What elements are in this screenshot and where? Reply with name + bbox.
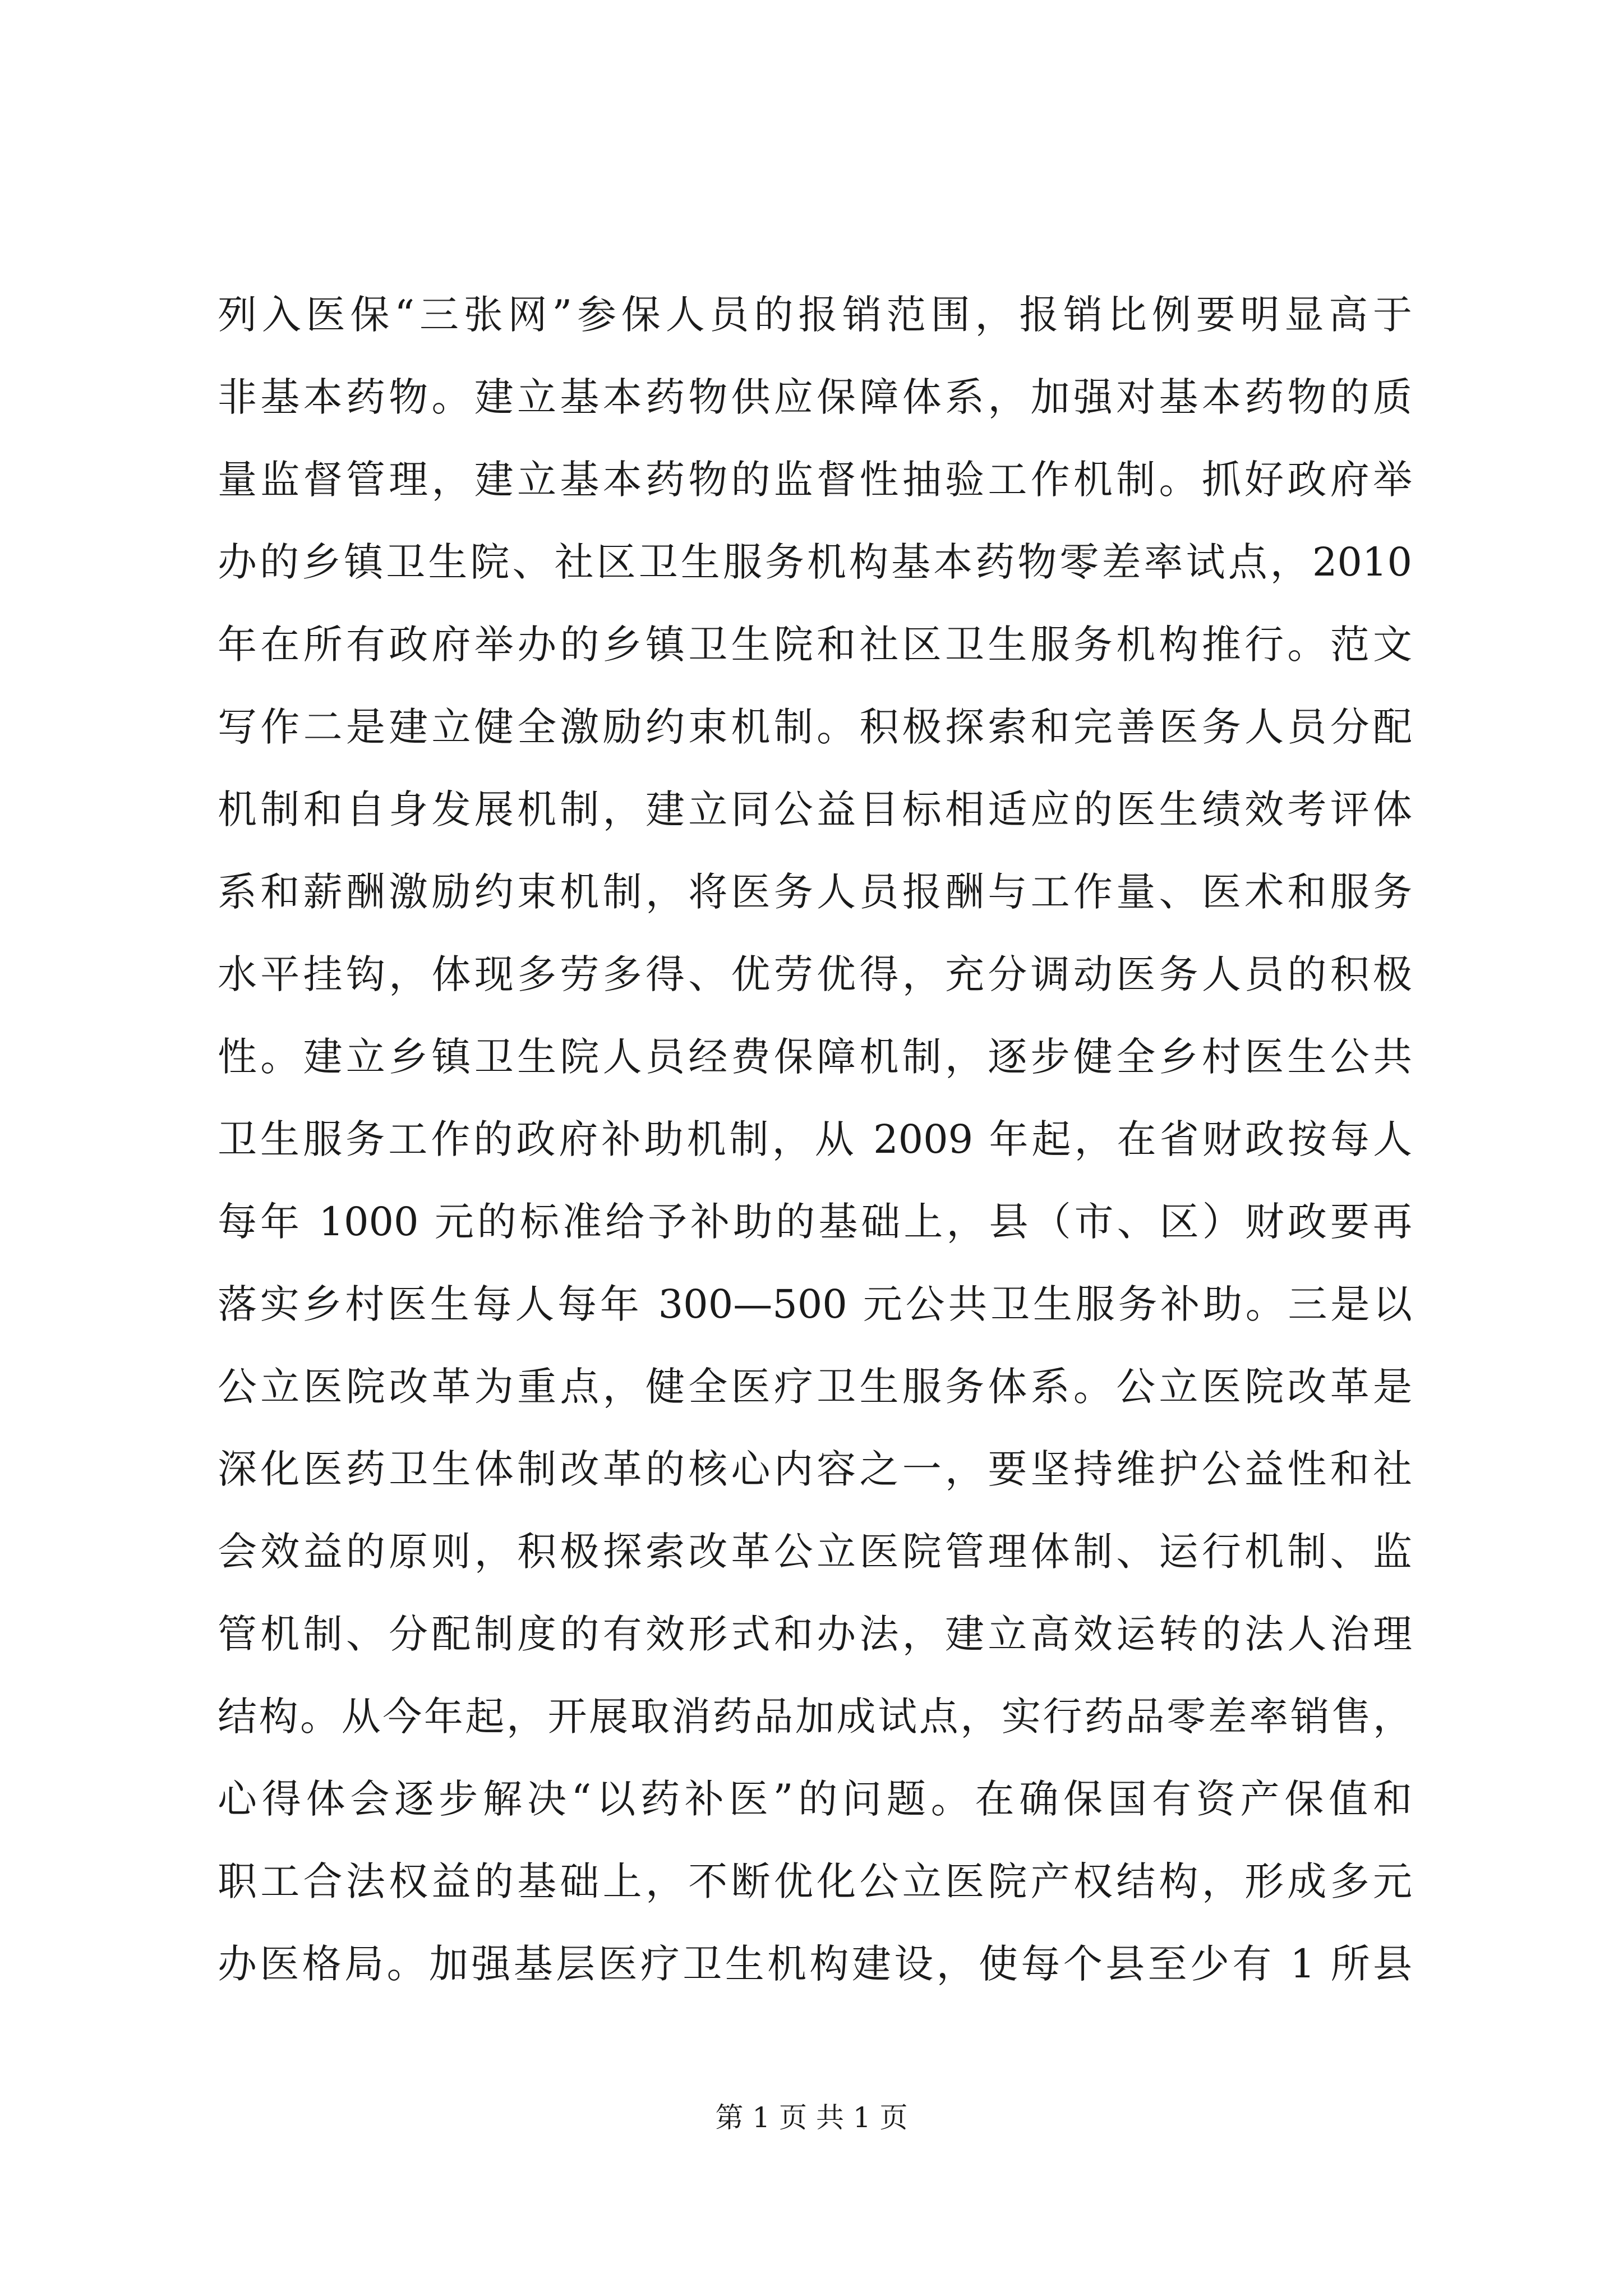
text-line: 每年 1000 元的标准给予补助的基础上，县（市、区）财政要再 (218, 1199, 1412, 1245)
text-line: 公立医院改革为重点，健全医疗卫生服务体系。公立医院改革是 (218, 1364, 1412, 1410)
text-line: 职工合法权益的基础上，不断优化公立医院产权结构，形成多元 (218, 1858, 1412, 1904)
text-line: 年在所有政府举办的乡镇卫生院和社区卫生服务机构推行。范文 (218, 622, 1412, 668)
text-line: 系和薪酬激励约束机制，将医务人员报酬与工作量、医术和服务 (218, 869, 1412, 915)
text-line: 性。建立乡镇卫生院人员经费保障机制，逐步健全乡村医生公共 (218, 1034, 1412, 1080)
text-line: 落实乡村医生每人每年 300—500 元公共卫生服务补助。三是以 (218, 1281, 1412, 1327)
text-line: 管机制、分配制度的有效形式和办法，建立高效运转的法人治理 (218, 1611, 1412, 1657)
body-text (218, 274, 1412, 2005)
text-line: 写作二是建立健全激励约束机制。积极探索和完善医务人员分配 (218, 704, 1412, 750)
text-line: 会效益的原则，积极探索改革公立医院管理体制、运行机制、监 (218, 1529, 1412, 1575)
text-line: 量监督管理，建立基本药物的监督性抽验工作机制。抓好政府举 (218, 457, 1412, 503)
text-line: 办医格局。加强基层医疗卫生机构建设，使每个县至少有 1 所县 (218, 1941, 1412, 1987)
text-line: 心得体会逐步解决“以药补医”的问题。在确保国有资产保值和 (218, 1776, 1412, 1822)
text-line: 深化医药卫生体制改革的核心内容之一，要坚持维护公益性和社 (218, 1446, 1412, 1492)
text-line: 列入医保“三张网”参保人员的报销范围，报销比例要明显高于 (218, 292, 1412, 338)
text-line: 卫生服务工作的政府补助机制，从 2009 年起，在省财政按每人 (218, 1116, 1412, 1162)
text-line: 结构。从今年起，开展取消药品加成试点，实行药品零差率销售， (218, 1694, 1412, 1740)
page-footer (0, 2101, 1623, 2134)
text-line: 办的乡镇卫生院、社区卫生服务机构基本药物零差率试点，2010 (218, 539, 1412, 585)
text-line: 水平挂钩，体现多劳多得、优劳优得，充分调动医务人员的积极 (218, 951, 1412, 997)
page-number-label: 第 1 页 共 1 页 (715, 2101, 908, 2134)
text-line: 机制和自身发展机制，建立同公益目标相适应的医生绩效考评体 (218, 786, 1412, 832)
text-line: 非基本药物。建立基本药物供应保障体系，加强对基本药物的质 (218, 374, 1412, 420)
